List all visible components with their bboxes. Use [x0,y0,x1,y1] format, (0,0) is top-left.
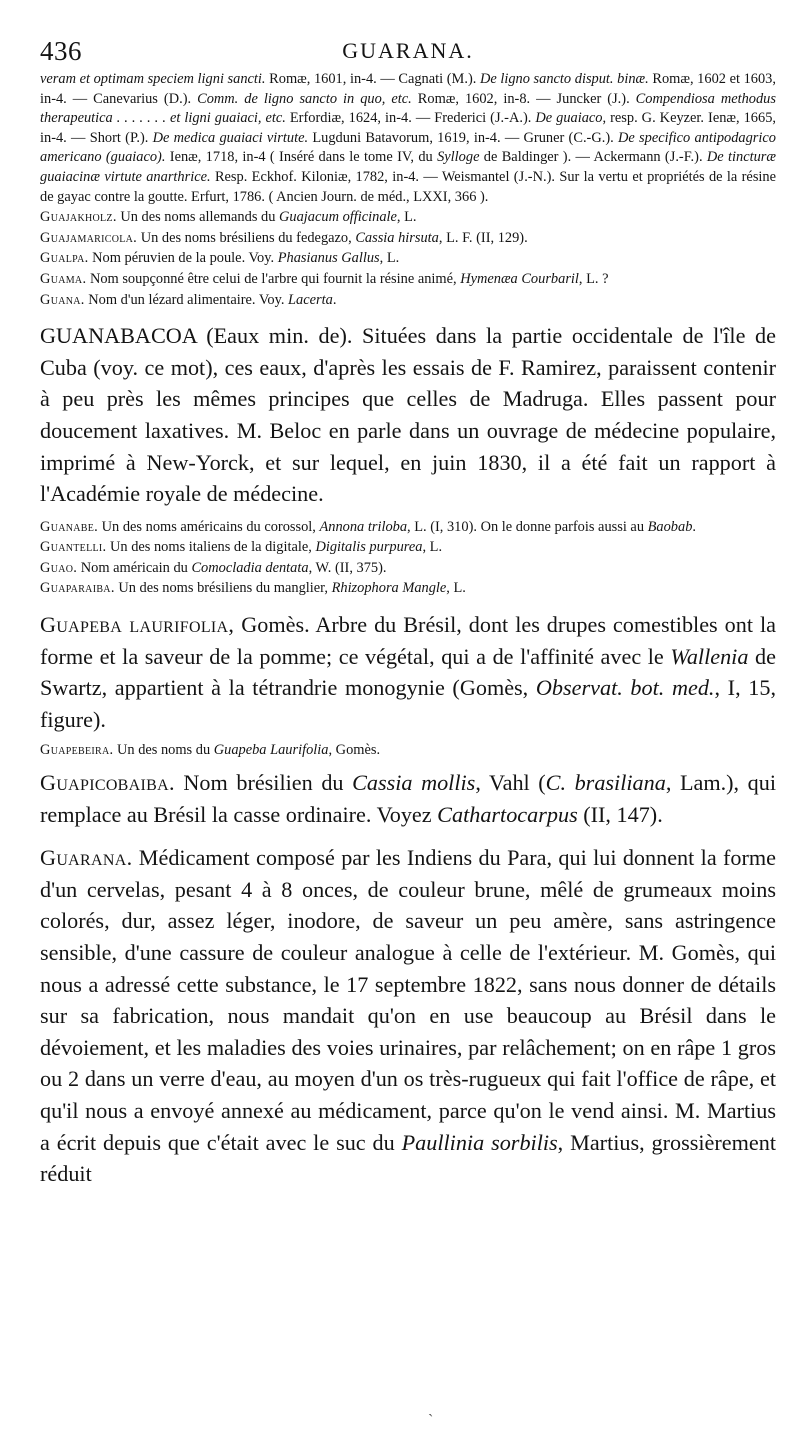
entry-text: , L. [379,250,400,267]
entry-guapebeira [40,741,776,761]
entry-text: (Eaux min. de). Situées dans la partie occidentale de l'île de Cuba (voy. ce mot), ces eaux, d'après les essais de F. Ramirez, paraissent contenir à peu près les mêmes principes que celles de Madruga. Elles passent pour doucement laxatives. M. Beloc en parle dans un ouvrage de médecine populaire, imprimé à New-Yorck, et sur lequel, en juin 1830, il a été fait un rapport à l'Académie royale de médecine. [40,323,776,507]
entry-headword: Guapebeira. [40,742,114,759]
taxon-name: Cassia hirsuta [355,229,439,246]
entry-text: (II, 147). [577,801,663,827]
entry-guama [40,270,776,290]
ref-text: Erfordiæ, 1624, in-4. — Frederici (J.-A.). [285,110,536,127]
taxon-name: Baobab [647,518,693,535]
entry-guanabacoa [40,320,776,510]
page-speck-mark: ˏ [428,1400,434,1417]
entry-text: de Swartz, appartient à la tétrandrie monogynie (Gomès, [40,643,776,701]
running-title: GUARANA. [342,38,474,63]
ref-title: veram et optimam speciem ligni sancti. [40,71,266,87]
entry-text: , L. [422,539,443,556]
entry-text: Nom soupçonné être celui de l'arbre qui fournit la résine animé, [86,270,461,287]
ref-text: , resp. G. Keyzer. Ienæ, 1665, in-4. — Short (P.). [40,110,776,146]
entry-text: , L. F. (II, 129). [438,229,528,246]
entry-headword: Guapicobaiba. [40,770,175,796]
entry-text: , L. [446,580,466,597]
entry-text: , I, 15, figure). [40,675,776,732]
entry-guao [40,559,776,579]
entry-text: , Martius, grossièrement réduit [40,1129,777,1187]
entry-text: . [332,291,337,308]
entry-guajamaricola [40,229,776,249]
entry-text: , L. [396,209,417,226]
entry-text: Gomès. Arbre du Brésil, dont les drupes comestibles ont la forme et la saveur de la pomme; ce végétal, qui a de l'affinité avec le [40,612,776,669]
entry-headword: Guanabe. [40,518,99,535]
taxon-name: Phasianus Gallus [277,250,380,267]
ref-text: Ienæ, 1718, in-4 ( Inséré dans le tome IV, du [165,149,438,166]
entry-guantelli [40,538,776,558]
ref-title: Observat. bot. med. [535,675,715,701]
entry-guarana [40,842,776,1190]
taxon-name: C. brasiliana [545,770,666,796]
entry-text: , L. (I, 310). On le donne parfois aussi au [407,518,648,535]
taxon-name: Comocladia dentata [191,559,309,576]
ref-text: Romæ, 1602 et 1603, in-4. — Canevarius (D.). [40,71,776,107]
taxon-name: Guajacum officinale [279,209,397,226]
taxon-name: Digitalis purpurea [315,539,423,556]
entry-headword: Guao. [40,559,78,576]
entry-gualpa [40,249,776,269]
taxon-name: Guapeba Laurifolia [213,742,329,759]
entry-headword: GUANABACOA [40,323,197,349]
ref-title: Compendiosa methodus therapeutica . . . . . . . et ligni guaiaci, etc. [40,90,776,127]
page-number: 436 [40,36,82,66]
taxon-name: Paullinia sorbilis [401,1129,558,1155]
entry-text: Nom péruvien de la poule. Voy. [88,250,278,267]
entry-text: Nom brésilien du [174,770,353,796]
entry-text: , L. ? [578,270,609,287]
ref-title: De specifico antipodagrico americano (guaiaco). [40,129,776,166]
entry-guajakholz [40,208,776,228]
entry-text: , Lam.), qui remplace au Brésil la casse ordinaire. Voyez [40,770,777,827]
entry-text: , Vahl ( [475,770,546,796]
taxon-name: Annona triloba [319,518,408,535]
ref-title: De guaiaco [535,110,603,127]
taxon-name: Cassia mollis [352,770,476,796]
page-header [40,36,776,70]
entry-headword: Guaparaiba. [40,580,115,597]
ref-text: Romæ, 1601, in-4. — Cagnati (M.). [265,71,480,87]
entry-text: , W. (II, 375). [308,559,387,576]
ref-title: De medica guaiaci virtute. [152,129,309,146]
taxon-name: Hymenæa Courbaril [460,270,579,287]
entry-headword: Guantelli. [40,539,107,556]
ref-text: de Baldinger ). — Ackermann (J.-F.). [479,149,707,166]
taxon-name: Lacerta [288,291,333,308]
entry-headword: Guana. [40,291,85,308]
taxon-name: Wallenia [670,643,749,669]
entry-text: Un des noms brésiliens du fedegazo, [137,229,356,246]
entry-text: Nom d'un lézard alimentaire. Voy. [84,291,289,308]
entry-text: Un des noms brésiliens du manglier, [114,580,332,597]
entry-text: Un des noms italiens de la digitale, [106,539,316,556]
taxon-name: Rhizophora Mangle [331,580,447,597]
ref-title: Sylloge [437,149,480,166]
entry-headword: Guarana. [40,845,133,871]
entry-text: . [692,518,697,535]
ref-text: Resp. Eckhof. Kiloniæ, 1782, in-4. — Weismantel (J.-N.). Sur la vertu et propriétés de la résine de gayac contre la goutte. Erfurt, 1786. ( Ancien Journ. de méd., LXXI, 366 ). [40,168,776,205]
entry-text: Nom américain du [77,559,192,576]
ref-text: Romæ, 1602, in-8. — Juncker (J.). [411,90,636,107]
ref-text: Lugduni Batavorum, 1619, in-4. — Gruner (C.-G.). [308,129,618,146]
entry-guaparaiba [40,579,776,599]
entry-text: Médicament composé par les Indiens du Para, qui lui donnent la forme d'un cervelas, pesant 4 à 8 onces, de couleur brune, mêlé de grumeaux moins colorés, dur, assez léger, inodore, de saveur un peu amère, sans astringence sensible, d'une cassure de couleur analogue à celle de l'extérieur. M. Gomès, qui nous a adressé cette substance, le 17 septembre 1822, sans nous donner de détails sur sa fabrication, nous mandait qu'on en use beaucoup au Brésil dans le dévoiement, et les maladies des voies urinaires, par relâchement; on en râpe 1 gros ou 2 dans un verre d'eau, au moyen d'un os très-rugueux qui fait l'office de râpe, et qu'il nous a envoyé annexé au médicament, parce qu'on le vend ainsi. M. Martius a écrit depuis que c'était avec le suc du [40,845,776,1155]
entry-text: , Gomès. [328,742,381,759]
ref-title: Comm. de ligno sancto in quo, etc. [197,90,412,107]
entry-text: Un des noms allemands du [116,209,280,226]
taxon-name: Cathartocarpus [437,801,578,827]
entry-guana [40,291,776,311]
entry-text: Un des noms du [113,742,214,759]
entry-text: Un des noms américains du corossol, [98,518,320,535]
ref-title: De tincturæ guaiacinæ virtute anarthrice. [40,149,776,185]
entry-guapeba [40,609,776,735]
ref-title: De ligno sancto disput. binæ. [479,71,649,87]
entry-headword: Guajakholz. [40,209,117,226]
entry-headword: Guajamaricola. [40,229,138,246]
bibliography-references [40,70,776,207]
entry-guanabe [40,518,776,538]
entry-guapicobaiba [40,767,776,830]
entry-headword: Gualpa. [40,250,89,267]
entry-headword: Guapeba laurifolia, [40,612,235,638]
entry-headword: Guama. [40,270,87,287]
